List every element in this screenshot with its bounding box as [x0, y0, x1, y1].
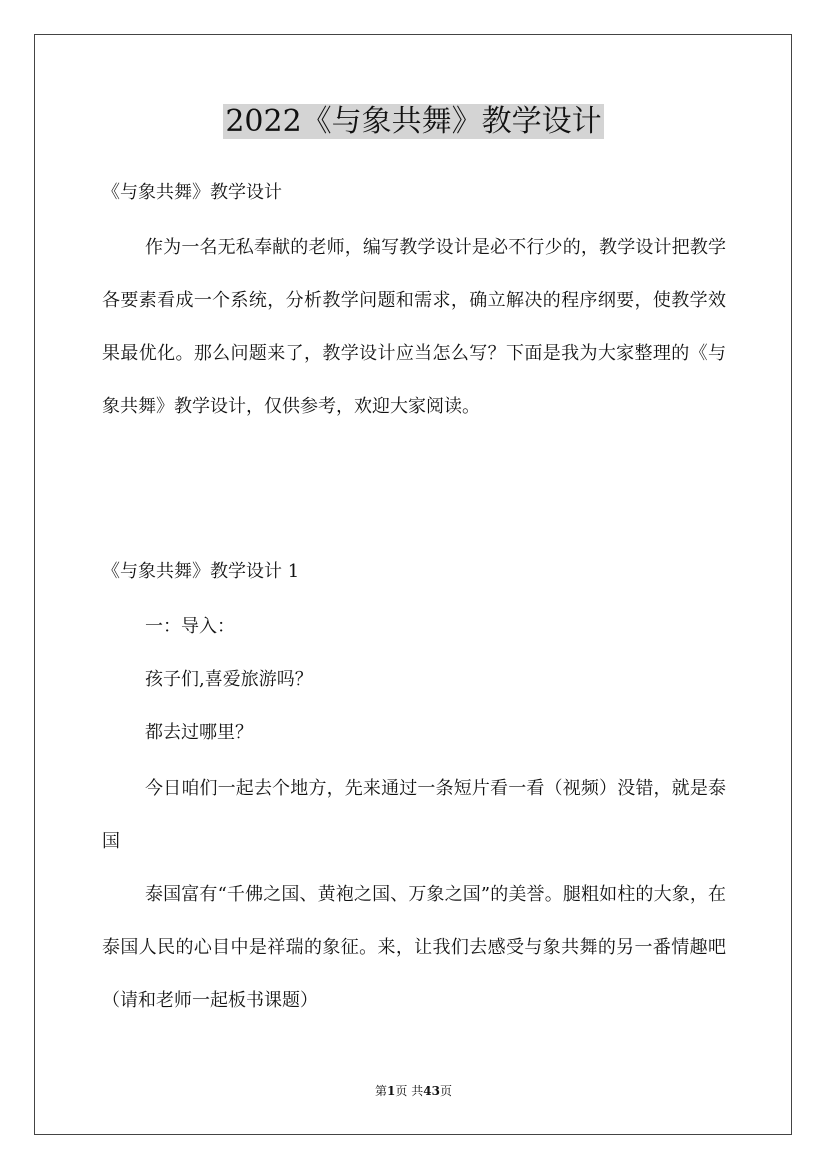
section-heading: 《与象共舞》教学设计 1 — [102, 561, 300, 582]
footer-suffix: 页 — [439, 1084, 452, 1098]
footer-total-pages: 43 — [423, 1084, 440, 1098]
footer-middle: 页 共 — [395, 1084, 424, 1098]
intro-paragraph: 作为一名无私奉献的老师，编写教学设计是必不行少的，教学设计把教学各要素看成一个系统，分析教学问题和需求，确立解决的程序纲要，使教学效果最优化。那么问题来了，教学设计应当怎么写？下面是我为大家整理的《与象共舞》教学设计，仅供参考，欢迎大家阅读。 — [102, 237, 726, 417]
body-paragraph: 泰国富有“千佛之国、黄袍之国、万象之国”的美誉。腿粗如柱的大象，在泰国人民的心目中是祥瑞的象征。来，让我们去感受与象共舞的另一番情趣吧（请和老师一起板书课题） — [102, 884, 726, 1011]
document-title-text: 2022《与象共舞》教学设计 — [225, 104, 602, 139]
document-subtitle: 《与象共舞》教学设计 — [102, 182, 282, 203]
footer-page-number: 1 — [387, 1084, 396, 1098]
question-line: 都去过哪里？ — [145, 722, 253, 743]
footer-prefix: 第 — [375, 1084, 388, 1098]
body-paragraph: 今日咱们一起去个地方，先来通过一条短片看一看（视频）没错，就是泰国 — [102, 778, 726, 852]
document-title — [0, 102, 827, 142]
question-line: 孩子们,喜爱旅游吗？ — [145, 669, 313, 690]
page-footer — [0, 1083, 827, 1099]
step-heading: 一：导入： — [145, 616, 235, 637]
